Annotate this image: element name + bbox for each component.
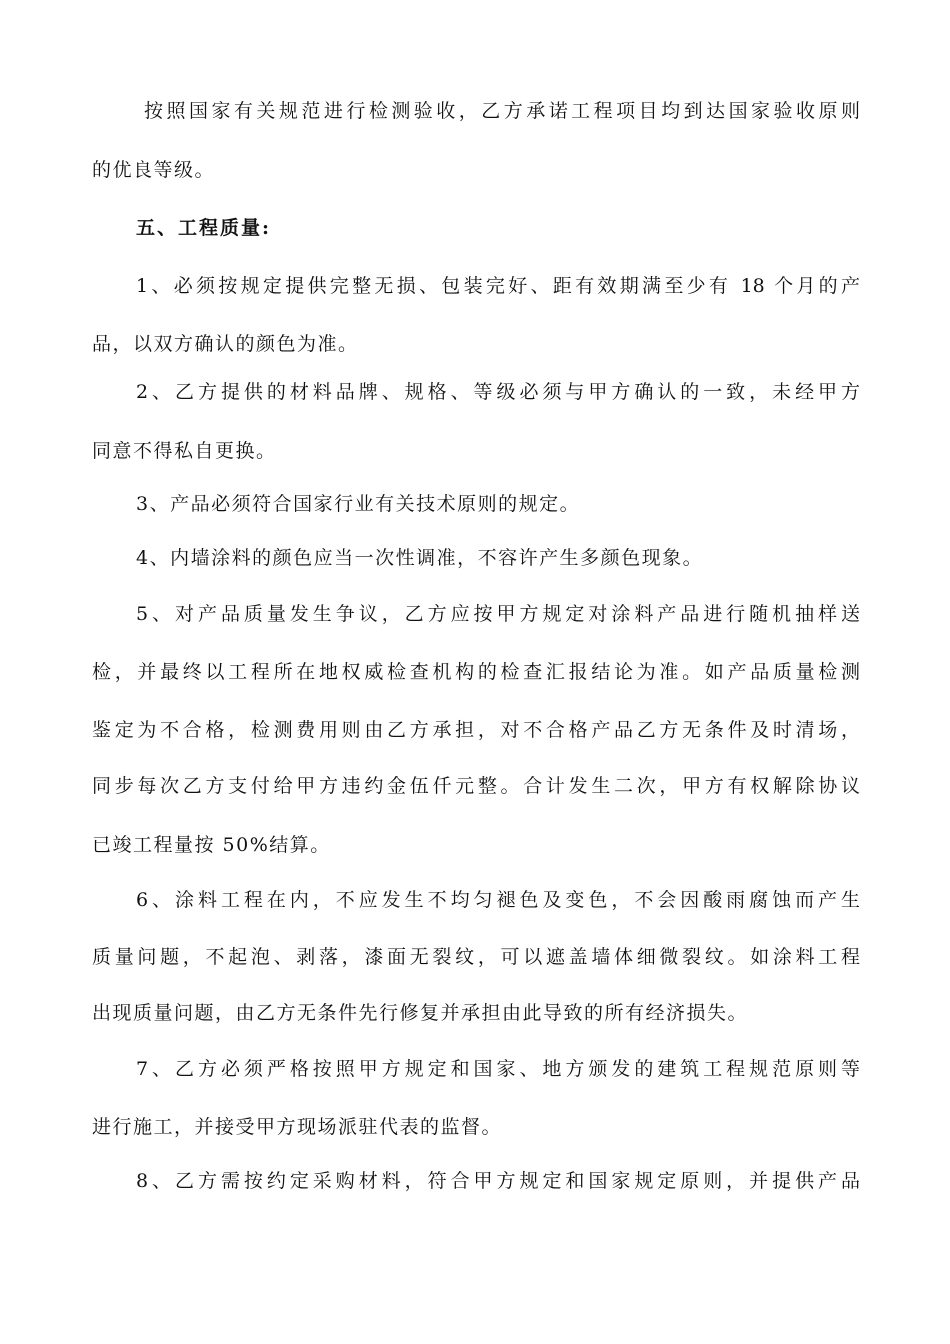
paragraph-line: 同意不得私自更换。: [92, 440, 277, 462]
paragraph-line: 7、乙方必须严格按照甲方规定和国家、地方颁发的建筑工程规范原则等: [136, 1058, 860, 1080]
paragraph-line: 8、乙方需按约定采购材料，符合甲方规定和国家规定原则，并提供产品: [136, 1170, 860, 1192]
document-page: [92, 0, 860, 1344]
section-heading: 五、工程质量:: [136, 217, 272, 239]
paragraph-line: 已竣工程量按 50%结算。: [92, 834, 331, 856]
paragraph-line: 鉴定为不合格，检测费用则由乙方承担，对不合格产品乙方无条件及时清场，: [92, 719, 860, 741]
paragraph-line: 同步每次乙方支付给甲方违约金伍仟元整。合计发生二次，甲方有权解除协议: [92, 775, 860, 797]
paragraph-line: 6、涂料工程在内，不应发生不均匀褪色及变色，不会因酸雨腐蚀而产生: [136, 889, 860, 911]
paragraph-line: 按照国家有关规范进行检测验收，乙方承诺工程项目均到达国家验收原则: [144, 100, 860, 122]
paragraph-line: 检，并最终以工程所在地权威检查机构的检查汇报结论为准。如产品质量检测: [92, 661, 860, 683]
paragraph-line: 4、内墙涂料的颜色应当一次性调准，不容许产生多颜色现象。: [136, 547, 704, 569]
paragraph-line: 3、产品必须符合国家行业有关技术原则的规定。: [136, 493, 581, 515]
paragraph-line: 进行施工，并接受甲方现场派驻代表的监督。: [92, 1116, 503, 1138]
paragraph-line: 出现质量问题，由乙方无条件先行修复并承担由此导致的所有经济损失。: [92, 1002, 749, 1024]
paragraph-line: 质量问题，不起泡、剥落，漆面无裂纹，可以遮盖墙体细微裂纹。如涂料工程: [92, 946, 860, 968]
paragraph-line: 1、必须按规定提供完整无损、包装完好、距有效期满至少有 18 个月的产: [136, 275, 860, 297]
paragraph-line: 品，以双方确认的颜色为准。: [92, 333, 359, 355]
paragraph-line: 2、乙方提供的材料品牌、规格、等级必须与甲方确认的一致，未经甲方: [136, 381, 860, 403]
paragraph-line: 5、对产品质量发生争议，乙方应按甲方规定对涂料产品进行随机抽样送: [136, 603, 860, 625]
paragraph-line: 的优良等级。: [92, 159, 216, 181]
